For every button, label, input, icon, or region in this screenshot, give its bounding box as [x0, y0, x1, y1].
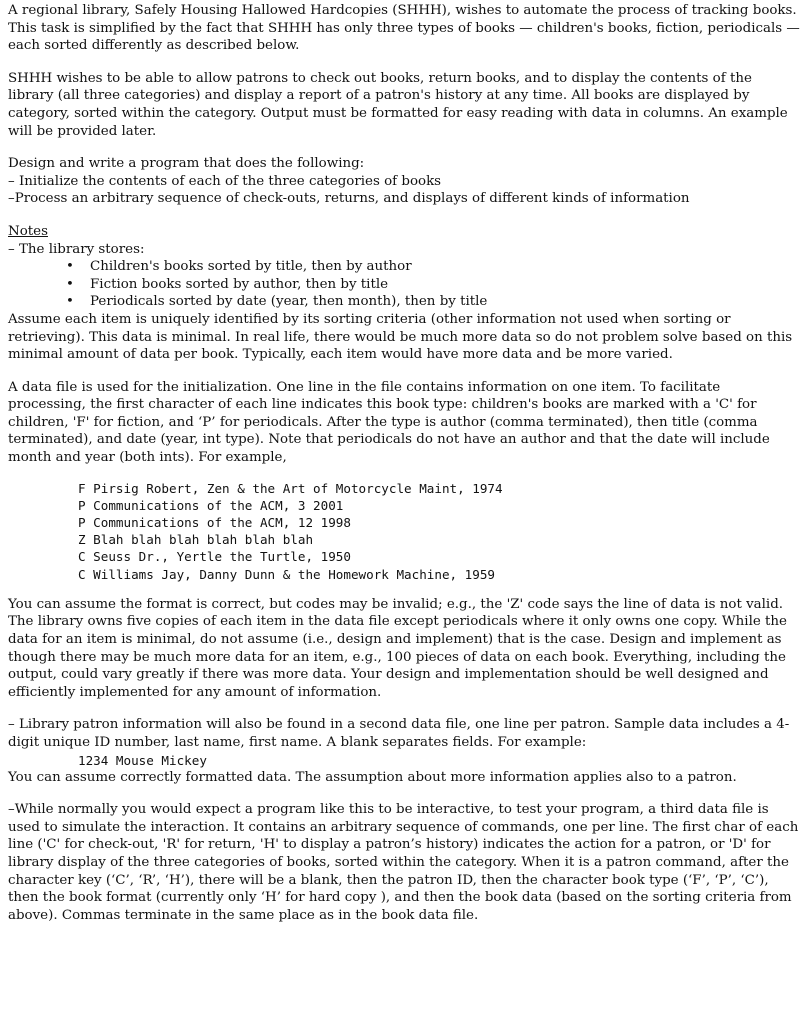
- data-file-example: [8, 480, 801, 583]
- notes-heading: Notes: [8, 223, 48, 239]
- design-section: [8, 155, 801, 208]
- notes-assume-paragraph: Assume each item is uniquely identified by its sorting criteria (other information not used when sorting or retrieving). This data is minimal. In real life, there would be much more data so do not problem solve based on this minimal amount of data per book. Typically, each item would have more data and be more varied.: [8, 311, 793, 363]
- design-item-process: –Process an arbitrary sequence of check-outs, returns, and displays of different kinds of information: [8, 191, 690, 207]
- bullet-icon: •: [66, 294, 74, 310]
- code-line: C Williams Jay, Danny Dunn & the Homework Machine, 1959: [78, 566, 496, 582]
- code-line: P Communications of the ACM, 3 2001: [78, 497, 344, 513]
- goals-paragraph: SHHH wishes to be able to allow patrons to check out books, return books, and to display the contents of the library (all three categories) and display a report of a patron's history at any time. All books are displayed by category, sorted within the category. Output must be formatted for easy reading with data in columns. An example will be provided later.: [8, 70, 788, 139]
- patron-assumption: You can assume correctly formatted data. The assumption about more information applies also to a patron.: [8, 769, 737, 785]
- bullet-icon: •: [66, 259, 74, 275]
- code-line: C Seuss Dr., Yertle the Turtle, 1950: [78, 549, 351, 565]
- code-line: F Pirsig Robert, Zen & the Art of Motorcycle Maint, 1974: [78, 480, 503, 496]
- notes-stores-line: – The library stores:: [8, 241, 145, 257]
- intro-paragraph: A regional library, Safely Housing Hallowed Hardcopies (SHHH), wishes to automate the process of tracking books. This task is simplified by the fact that SHHH has only three types of books — children's books, fiction, periodicals — each sorted differently as described below.: [8, 3, 800, 54]
- bullet-icon: •: [66, 276, 74, 292]
- code-line: Z Blah blah blah blah blah blah: [78, 532, 314, 548]
- code-line: P Communications of the ACM, 12 1998: [78, 515, 351, 531]
- patron-paragraph: – Library patron information will also be found in a second data file, one line per patron. Sample data includes a 4-digit unique ID number, last name, first name. A blank separates fields. For example:: [8, 717, 790, 751]
- notes-section: [8, 223, 801, 364]
- design-intro: Design and write a program that does the following:: [8, 156, 365, 172]
- bullet-item-fiction: • Fiction books sorted by author, then by title: [66, 276, 389, 292]
- commands-paragraph: –While normally you would expect a program like this to be interactive, to test your program, a third data file is used to simulate the interaction. It contains an arbitrary sequence of commands, one per line. The first char of each line ('C' for check-out, 'R' for return, 'H' to display a patron’s history) indicates the action for a patron, or 'D' for library display of the three categories of books, sorted within the category. When it is a patron command, after the character key (‘C’, ‘R’, ‘H’), there will be a blank, then the patron ID, then the character book type (‘F’, ‘P’, ‘C’), then the book format (currently only ‘H’ for hard copy ), and then the book data (based on the sorting criteria from above). Commas terminate in the same place as in the book data file.: [8, 802, 799, 923]
- design-item-initialize: – Initialize the contents of each of the three categories of books: [8, 173, 442, 189]
- patron-example: 1234 Mouse Mickey: [78, 752, 207, 768]
- patron-section: [8, 716, 801, 786]
- bullet-item-periodicals: • Periodicals sorted by date (year, then month), then by title: [66, 294, 488, 310]
- data-file-assumptions-paragraph: You can assume the format is correct, but codes may be invalid; e.g., the 'Z' code says the line of data is not valid. The library owns five copies of each item in the data file except periodicals where it only owns one copy. While the data for an item is minimal, do not assume (i.e., design and implement) that is the case. Design and implement as though there may be much more data for an item, e.g., 100 pieces of data on each book. Everything, including the output, could vary greatly if there was more data. Your design and implementation should be well designed and efficiently implemented for any amount of information.: [8, 596, 787, 700]
- bullet-item-children: • Children's books sorted by title, then by author: [66, 259, 412, 275]
- storage-bullet-list: [8, 258, 801, 311]
- data-file-paragraph: A data file is used for the initialization. One line in the file contains information on one item. To facilitate processing, the first character of each line indicates this book type: children's books are marked with a 'C' for children, 'F' for fiction, and ‘P’ for periodicals. After the type is author (comma terminated), then title (comma terminated), and date (year, int type). Note that periodicals do not have an author and that the date will include month and year (both ints). For example,: [8, 379, 770, 466]
